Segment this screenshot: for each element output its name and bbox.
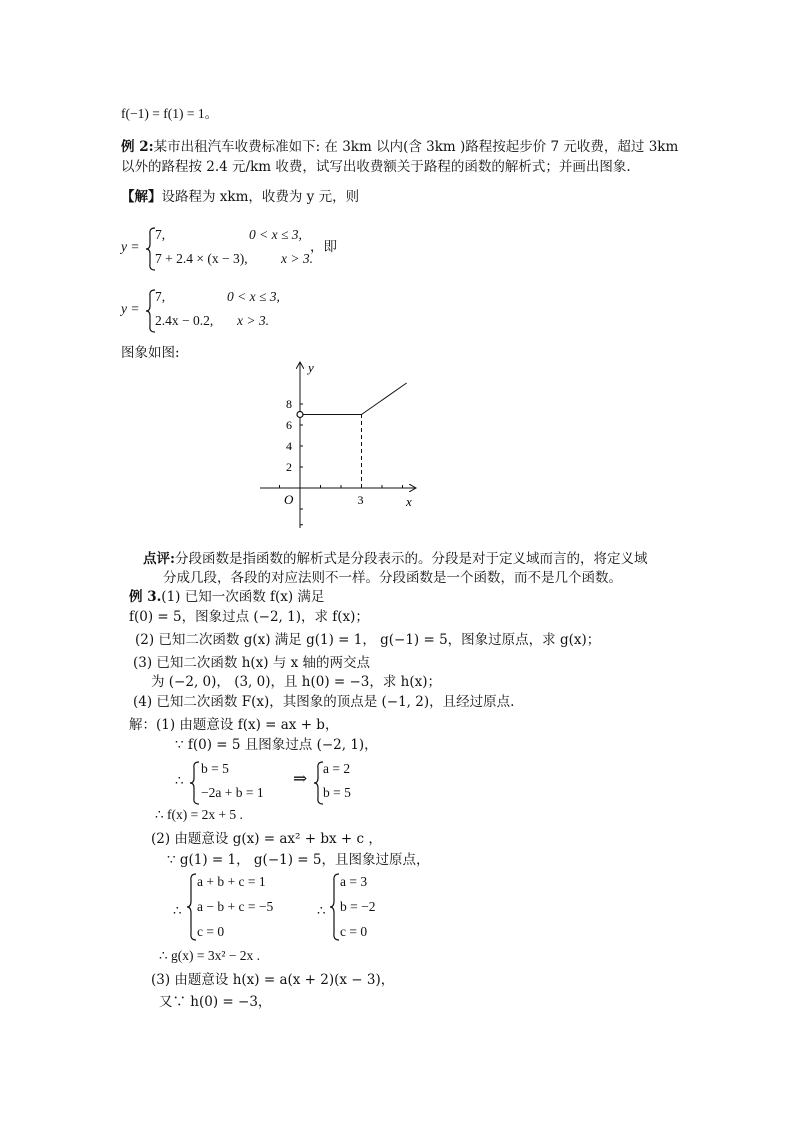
- open-point: [297, 412, 303, 418]
- origin-label: O: [284, 492, 294, 507]
- solution-3-therefore-2a: ∴: [173, 903, 182, 919]
- solution-3-part-1: 解：(1) 由题意设 f(x) = ax + b，: [129, 717, 339, 733]
- piecewise-graph: [255, 358, 425, 533]
- solution-3-part-1-given: ∵ f(0) = 5 且图象过点 (−2, 1)，: [175, 737, 378, 753]
- y-tick-label: 2: [286, 460, 292, 474]
- example-3-label: 例 3.: [129, 589, 162, 605]
- example-3-q4: (4) 已知二次函数 F(x)，其图象的顶点是 (−1, 2)，且经过原点.: [133, 694, 515, 710]
- x-axis-label: x: [406, 494, 412, 509]
- comment-line-1: [143, 549, 647, 569]
- solution-3-therefore-1: ∴: [175, 773, 184, 789]
- example-2-text-1: 某市出租汽车收费标准如下: 在 3km 以内(含 3km )路程按起步价 7 元收费，超过 3km: [153, 139, 679, 155]
- system-1-lhs: y =: [121, 239, 140, 254]
- comment-text-1: 分段函数是指函数的解析式是分段表示的。分段是对于定义域而言的，将定义域: [174, 551, 648, 567]
- example-3-line-1: [129, 587, 324, 607]
- graph-caption: 图象如图:: [121, 345, 180, 361]
- solution-3-part-3-given: 又∵ h(0) = −3，: [159, 994, 272, 1010]
- y-axis-label: y: [308, 360, 314, 375]
- solution-3-sys2-row-1: a + b + c = 1: [197, 874, 266, 889]
- solution-3-part-3: (3) 由题意设 h(x) = a(x + 2)(x − 3)，: [151, 972, 395, 988]
- solution-3-conclusion-1: ∴ f(x) = 2x + 5 .: [155, 807, 243, 822]
- solution-3-conclusion-2: ∴ g(x) = 3x² − 2x .: [159, 948, 260, 963]
- solution-2-intro: [121, 187, 359, 207]
- solution-3-sys2-row-3: c = 0: [197, 924, 225, 939]
- system-2-lhs: y =: [121, 301, 140, 316]
- solution-3-res1-row-1: a = 2: [323, 761, 351, 776]
- continued-equation: f(−1) = f(1) = 1。: [121, 106, 219, 121]
- solution-3-therefore-2b: ∴: [317, 903, 326, 919]
- system-1-tail: ，即: [310, 239, 337, 255]
- example-2-line-2: 以外的路程按 2.4 元/km 收费，试写出收费额关于路程的函数的解析式；并画出图象.: [121, 159, 631, 175]
- solution-3-part-2-given: ∵ g(1) = 1， g(−1) = 5，且图象过原点，: [167, 852, 430, 868]
- system-2-row-2-expr: 2.4x − 0.2,: [155, 313, 214, 328]
- system-2-row-1-cond: 0 < x ≤ 3,: [227, 289, 280, 304]
- example-2-label: 例 2:: [121, 139, 154, 155]
- example-2-line-1: [121, 137, 678, 157]
- system-1-row-2-expr: 7 + 2.4 × (x − 3),: [155, 251, 248, 266]
- implies-arrow: ⇒: [293, 769, 308, 788]
- solution-3-brace-1: [189, 760, 201, 806]
- solution-3-sys1-row-2: −2a + b = 1: [201, 785, 264, 800]
- comment-label: 点评:: [143, 551, 175, 567]
- system-2-row-2-cond: x > 3.: [237, 313, 269, 328]
- y-tick-label: 8: [286, 397, 292, 411]
- solution-label: 【解】: [121, 189, 162, 205]
- comment-line-2: 分成几段，各段的对应法则不一样。分段函数是一个函数，而不是几个函数。: [163, 570, 622, 586]
- solution-3-sys2-row-2: a − b + c = −5: [197, 899, 274, 914]
- y-tick-label: 6: [286, 418, 292, 432]
- system-1-row-1-cond: 0 < x ≤ 3,: [249, 227, 302, 242]
- example-3-q2: (2) 已知二次函数 g(x) 满足 g(1) = 1， g(−1) = 5，图象过原点，求 g(x)；: [135, 632, 601, 648]
- y-tick-label: 4: [286, 439, 292, 453]
- solution-3-part-2: (2) 由题意设 g(x) = ax² + bx + c ，: [151, 831, 382, 847]
- x-tick-label: 3: [357, 493, 364, 507]
- solution-3-res2-row-2: b = −2: [340, 899, 376, 914]
- system-1-row-2-cond: x > 3.: [281, 251, 313, 266]
- solution-3-res1-row-2: b = 5: [323, 785, 351, 800]
- solution-2-text: 设路程为 xkm，收费为 y 元，则: [161, 189, 360, 205]
- solution-3-res2-row-1: a = 3: [340, 874, 368, 889]
- solution-3-sys1-row-1: b = 5: [201, 761, 229, 776]
- solution-3-res2-row-3: c = 0: [340, 924, 368, 939]
- example-3-q3b: 为 (−2, 0)， (3, 0)，且 h(0) = −3，求 h(x)；: [151, 674, 442, 690]
- example-3-q1a: (1) 已知一次函数 f(x) 满足: [161, 589, 325, 605]
- example-3-q1b: f(0) = 5，图象过点 (−2, 1)，求 f(x)；: [129, 609, 369, 625]
- series-line-2: [362, 383, 407, 415]
- system-2-row-1-expr: 7,: [155, 289, 166, 304]
- example-3-q3a: (3) 已知二次函数 h(x) 与 x 轴的两交点: [133, 655, 371, 671]
- system-1-row-1-expr: 7,: [155, 227, 166, 242]
